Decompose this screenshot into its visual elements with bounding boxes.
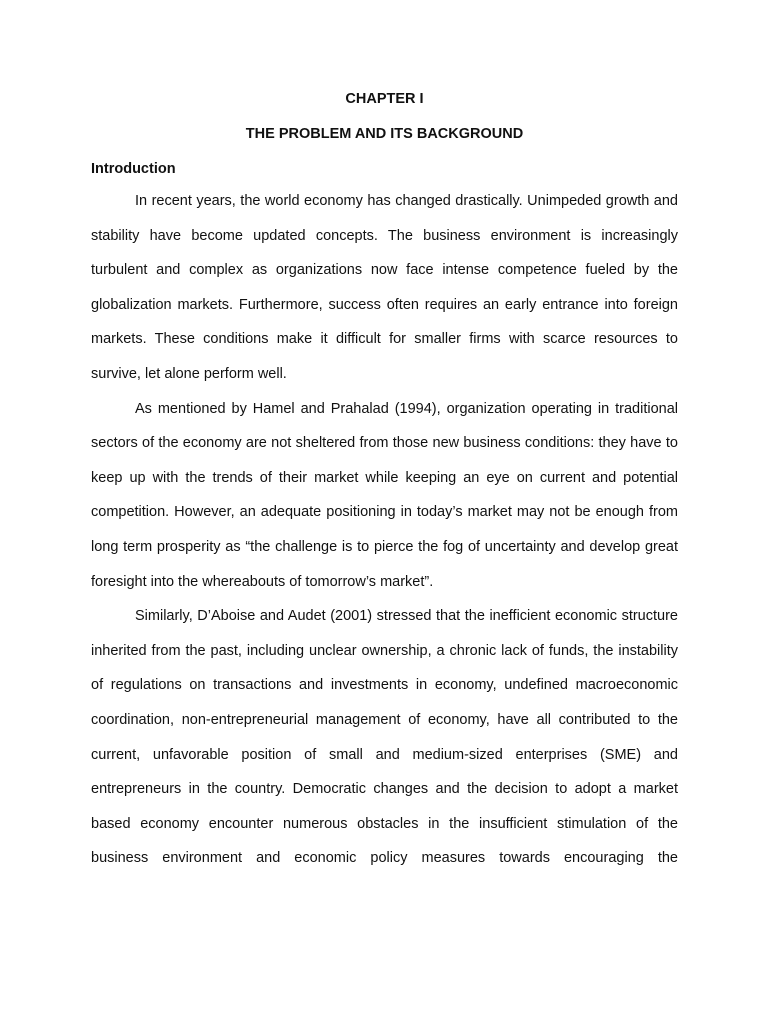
paragraph-2: As mentioned by Hamel and Prahalad (1994), organization operating in traditional sectors of the economy are not sheltered from those new business conditions: they have to keep up with the trends of their market while keeping an eye on current and potential competition. However, an adequate positioning in today’s market may not be enough from long term prosperity as “the challenge is to pierce the fog of uncertainty and develop great foresight into the whereabouts of tomorrow’s market”.	[91, 400, 678, 590]
section-heading-introduction: Introduction	[91, 161, 176, 177]
chapter-title: THE PROBLEM AND ITS BACKGROUND	[245, 126, 524, 142]
page-content	[91, 89, 678, 876]
paragraph-3: Similarly, D’Aboise and Audet (2001) stressed that the inefficient economic structure inherited from the past, including unclear ownership, a chronic lack of funds, the instability of regulations on transactions and investments in economy, undefined macroeconomic coordination, non-entrepreneurial management of economy, have all contributed to the current, unfavorable position of small and medium-sized enterprises (SME) and entrepreneurs in the country. Democratic changes and the decision to adopt a market based economy encounter numerous obstacles in the insufficient stimulation of the business environment and economic policy measures towards encouraging the	[91, 608, 678, 867]
chapter-heading: CHAPTER I	[345, 91, 424, 107]
paragraph-1: In recent years, the world economy has changed drastically. Unimpeded growth and stability have become updated concepts. The business environment is increasingly turbulent and complex as organizations now face intense competence fueled by the globalization markets. Furthermore, success often requires an early entrance into foreign markets. These conditions make it difficult for smaller firms with scarce resources to survive, let alone perform well.	[91, 193, 678, 382]
